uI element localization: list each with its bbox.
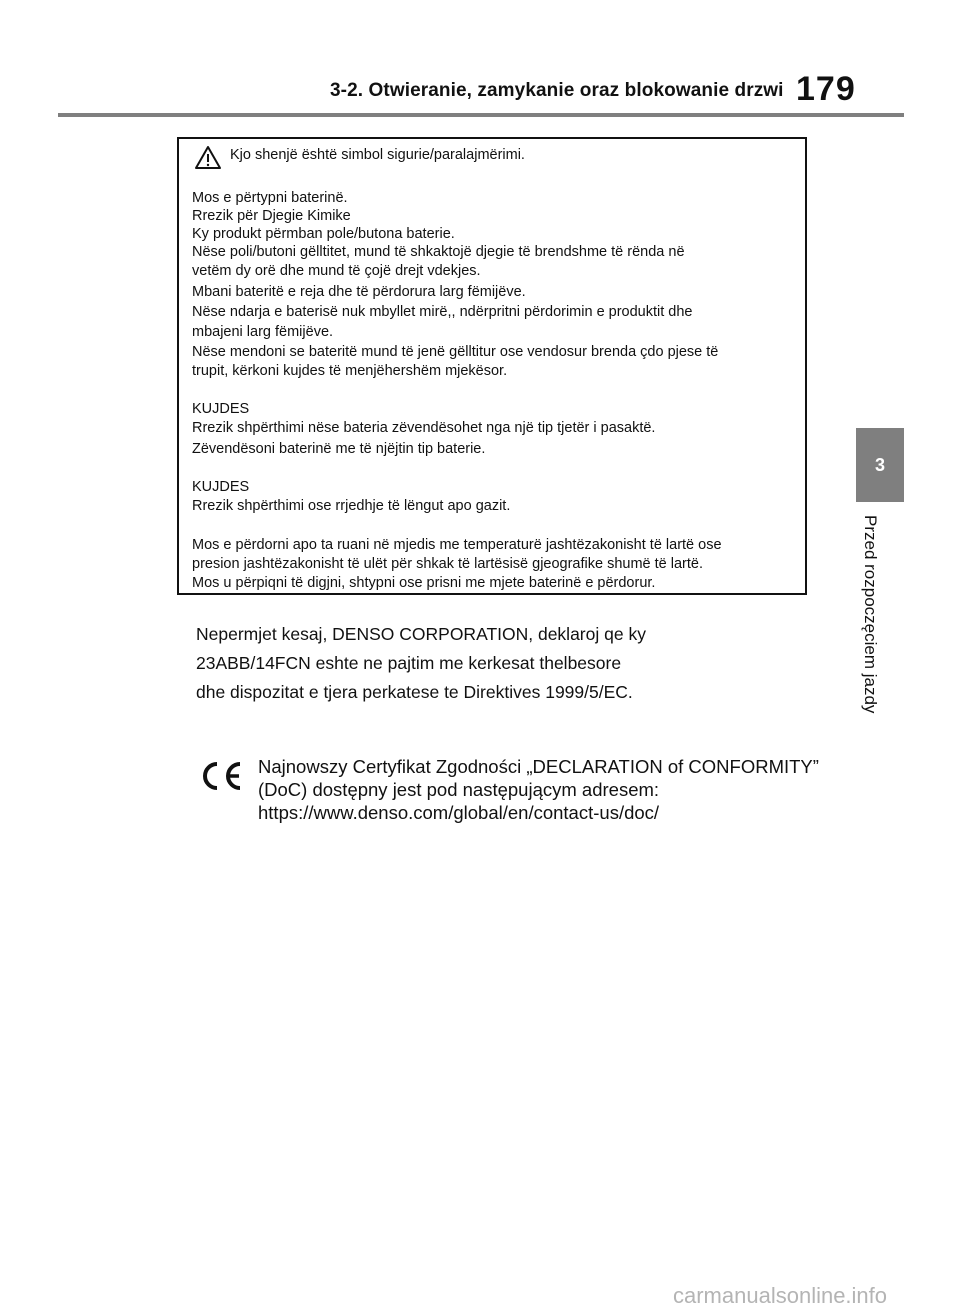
chapter-title: Przed rozpoczęciem jazdy — [861, 515, 880, 714]
warning-heading: KUJDES — [192, 401, 250, 417]
warning-line: Nëse ndarja e baterisë nuk mbyllet mirë,, ndërpritni përdorimin e produktit dhe — [192, 304, 693, 320]
warning-line: mbajeni larg fëmijëve. — [192, 324, 334, 340]
warning-line: vetëm dy orë dhe mund të çojë drejt vdekjes. — [192, 263, 481, 279]
ce-mark-icon — [198, 758, 244, 794]
warning-line: Mbani bateritë e reja dhe të përdorura larg fëmijëve. — [192, 284, 526, 300]
declaration-line: dhe dispozitat e tjera perkatese te Direktives 1999/5/EC. — [196, 682, 633, 702]
section-title: 3-2. Otwieranie, zamykanie oraz blokowanie drzwi — [330, 80, 784, 101]
warning-heading: KUJDES — [192, 479, 250, 495]
warning-line: Mos u përpiqni të digjni, shtypni ose prisni me mjete baterinë e përdorur. — [192, 575, 656, 591]
doc-url[interactable]: https://www.denso.com/global/en/contact-us/doc/ — [258, 802, 660, 823]
warning-triangle-icon — [194, 145, 222, 170]
warning-line: Mos e përdorni apo ta ruani në mjedis me temperaturë jashtëzakonisht të lartë ose — [192, 537, 722, 553]
doc-line: (DoC) dostępny jest pod następującym adresem: — [258, 779, 660, 800]
warning-line: presion jashtëzakonisht të ulët për shkak të lartësisë gjeografike shumë të lartë. — [192, 556, 703, 572]
warning-line: Ky produkt përmban pole/butona baterie. — [192, 226, 455, 242]
warning-line: Rrezik shpërthimi ose rrjedhje të lëngut apo gazit. — [192, 498, 511, 514]
warning-line: Kjo shenjë është simbol sigurie/paralajmërimi. — [230, 147, 525, 163]
warning-line: Zëvendësoni baterinë me të njëjtin tip baterie. — [192, 441, 486, 457]
declaration-line: Nepermjet kesaj, DENSO CORPORATION, deklaroj qe ky — [196, 624, 646, 644]
footer-watermark: carmanualsonline.info — [673, 1283, 888, 1308]
warning-line: Rrezik për Djegie Kimike — [192, 208, 351, 224]
chapter-tab — [856, 428, 904, 502]
warning-line: Mos e përtypni baterinë. — [192, 190, 348, 206]
doc-line: Najnowszy Certyfikat Zgodności „DECLARATION of CONFORMITY” — [258, 756, 819, 777]
declaration-line: 23ABB/14FCN eshte ne pajtim me kerkesat thelbesore — [196, 653, 622, 673]
chapter-number: 3 — [874, 454, 885, 475]
page-number: 179 — [796, 70, 856, 108]
warning-line: Rrezik shpërthimi nëse bateria zëvendësohet nga një tip tjetër i pasaktë. — [192, 420, 656, 436]
warning-line: trupit, kërkoni kujdes të menjëhershëm mjekësor. — [192, 363, 508, 379]
warning-line: Nëse poli/butoni gëlltitet, mund të shkaktojë djegie të brendshme të rënda në — [192, 244, 685, 260]
warning-line: Nëse mendoni se bateritë mund të jenë gëlltitur ose vendosur brenda çdo pjese të — [192, 344, 719, 360]
header-divider — [58, 113, 904, 117]
